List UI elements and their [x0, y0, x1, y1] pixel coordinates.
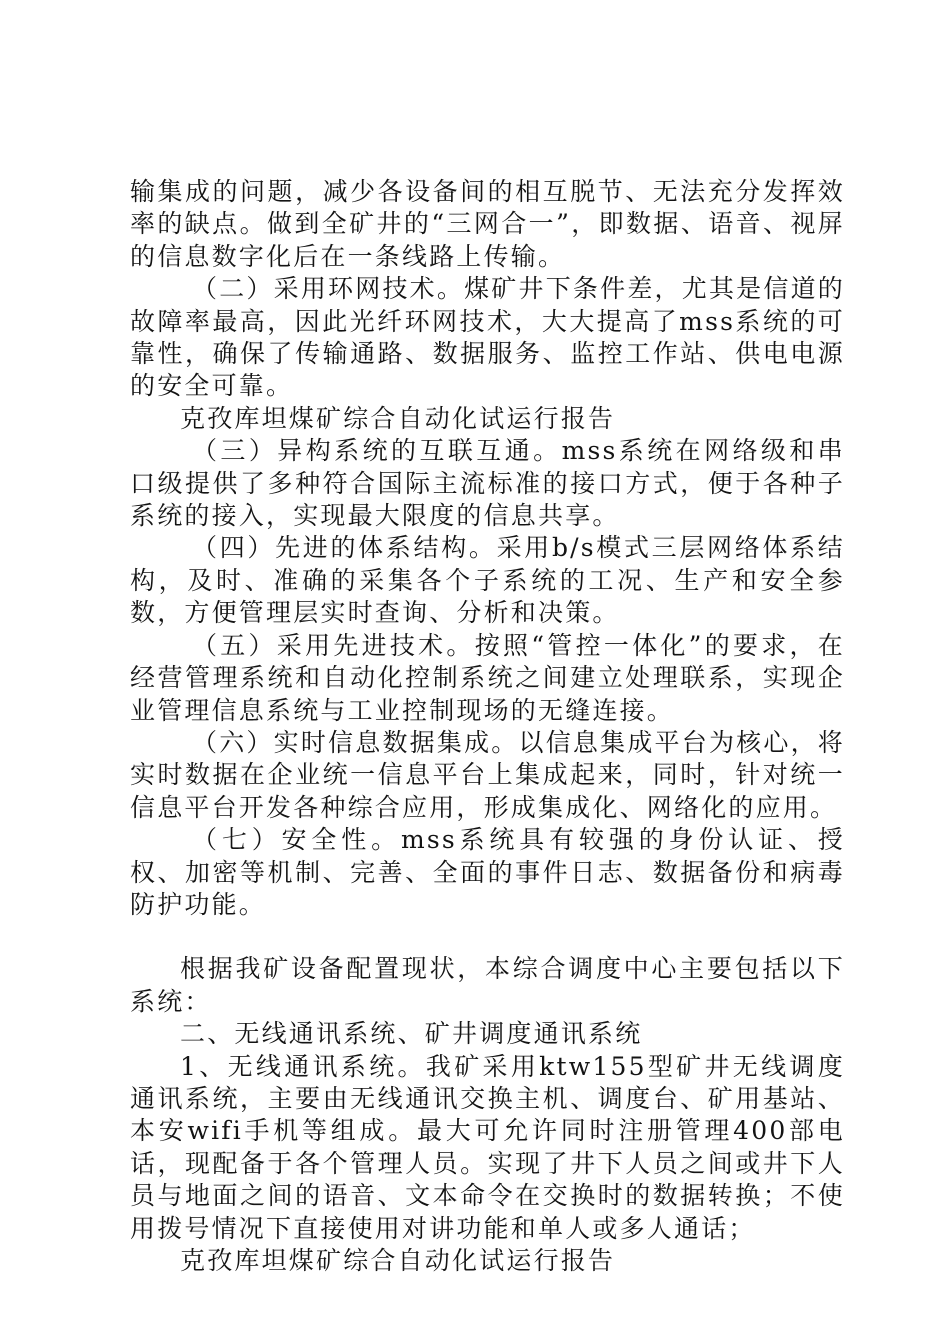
paragraph-wireless-system: 1、无线通讯系统。我矿采用ktw155型矿井无线调度通讯系统，主要由无线通讯交换主机、调度台、矿用基站、本安wifi手机等组成。最大可允许同时注册管理400部电话，现配备于各个管理人员。实现了井下人员之间或井下人员与地面之间的语音、文本命令在交换时的数据转换；不使用拨号情况下直接使用对讲功能和单人或多人通话；: [130, 1051, 845, 1243]
blank-line: [130, 921, 845, 953]
section-heading-wireless: 二、无线通讯系统、矿井调度通讯系统: [180, 1019, 643, 1049]
document-body: [130, 176, 845, 1277]
paragraph-heterogeneous-systems: （三）异构系统的互联互通。mss系统在网络级和串口级提供了多种符合国际主流标准的接口方式，便于各种子系统的接入，实现最大限度的信息共享。: [130, 436, 845, 531]
report-title-line-2: 克孜库坦煤矿综合自动化试运行报告: [180, 1246, 616, 1275]
paragraph-ring-network: （二）采用环网技术。煤矿井下条件差，尤其是信道的故障率最高，因此光纤环网技术，大大提高了mss系统的可靠性，确保了传输通路、数据服务、监控工作站、供电电源的安全可靠。: [130, 274, 845, 401]
report-title-line: 克孜库坦煤矿综合自动化试运行报告: [180, 403, 616, 433]
paragraph-realtime-data: （六）实时信息数据集成。以信息集成平台为核心，将实时数据在企业统一信息平台上集成起来，同时，针对统一信息平台开发各种综合应用，形成集成化、网络化的应用。: [130, 727, 845, 822]
paragraph-continuation: 输集成的问题，减少各设备间的相互脱节、无法充分发挥效率的缺点。做到全矿井的“三网合一”，即数据、语音、视屏的信息数字化后在一条线路上传输。: [130, 177, 845, 271]
paragraph-advanced-technology: （五）采用先进技术。按照“管控一体化”的要求，在经营管理系统和自动化控制系统之间建立处理联系，实现企业管理信息系统与工业控制现场的无缝连接。: [130, 630, 845, 725]
paragraph-security: （七）安全性。mss系统具有较强的身份认证、授权、加密等机制、完善、全面的事件日志、数据备份和病毒防护功能。: [130, 825, 845, 919]
paragraph-architecture: （四）先进的体系结构。采用b/s模式三层网络体系结构，及时、准确的采集各个子系统的工况、生产和安全参数，方便管理层实时查询、分析和决策。: [130, 533, 845, 628]
paragraph-system-overview: 根据我矿设备配置现状，本综合调度中心主要包括以下系统：: [130, 954, 845, 1016]
